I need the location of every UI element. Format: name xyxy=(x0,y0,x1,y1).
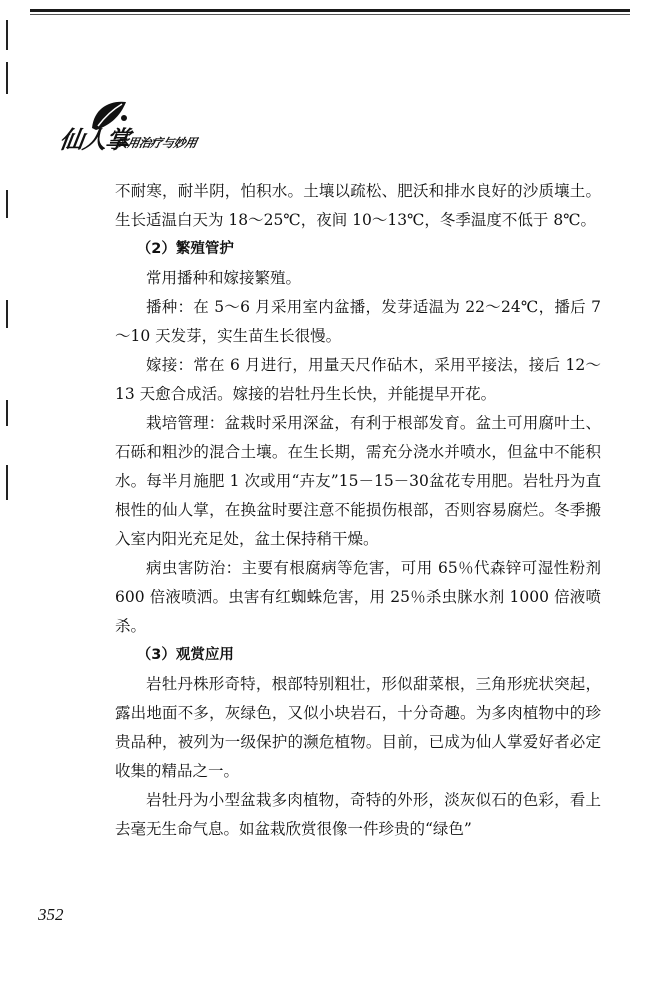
paragraph: 病虫害防治：主要有根腐病等危害，可用 65％代森锌可湿性粉剂 600 倍液喷洒。虫害有红蜘蛛危害，用 25％杀虫脒水剂 1000 倍液喷杀。 xyxy=(115,559,601,635)
top-border-line xyxy=(30,9,630,12)
paragraph: 岩牡丹为小型盆栽多肉植物，奇特的外形，淡灰似石的色彩，看上去毫无生命气息。如盆栽欣赏很像一件珍贵的“绿色” xyxy=(115,791,601,838)
header-title: 仙人掌 xyxy=(57,125,131,154)
paragraph: 嫁接：常在 6 月进行，用量天尺作砧木，采用平接法，接后 12～13 天愈合成活。嫁接的岩牡丹生长快，并能提早开花。 xyxy=(115,356,601,403)
paragraph: 岩牡丹株形奇特，根部特别粗壮，形似甜菜根，三角形疣状突起，露出地面不多，灰绿色，又似小块岩石，十分奇趣。为多肉植物中的珍贵品种，被列为一级保护的濒危植物。目前，已成为仙人掌爱好者必定收集的精品之一。 xyxy=(115,675,601,780)
paragraph: 常用播种和嫁接繁殖。 xyxy=(146,269,302,287)
header-subtitle: 实用治疗与妙用 xyxy=(114,136,198,150)
running-header xyxy=(58,98,228,158)
paragraph: 播种：在 5～6 月采用室内盆播，发芽适温为 22～24℃，播后 7～10 天发芽，实生苗生长很慢。 xyxy=(115,298,601,345)
page-number: 352 xyxy=(38,905,64,924)
page-body xyxy=(115,177,601,844)
section-heading-ornamental-use: （3）观赏应用 xyxy=(136,647,234,663)
section-heading-propagation: （2）繁殖管护 xyxy=(136,241,234,257)
paragraph: 栽培管理：盆栽时采用深盆，有利于根部发育。盆土可用腐叶土、石砾和粗沙的混合土壤。在生长期，需充分浇水并喷水，但盆中不能积水。每半月施肥 1 次或用“卉友”15－15－30盆花专用肥。岩牡丹为直根性的仙人掌，在换盆时要注意不能损伤根部，否则容易腐烂。冬季搬入室内阳光充足处，盆土保持稍干燥。 xyxy=(115,414,601,548)
paragraph-continued: 不耐寒，耐半阴，怕积水。土壤以疏松、肥沃和排水良好的沙质壤土。生长适温白天为 18～25℃，夜间 10～13℃，冬季温度不低于 8℃。 xyxy=(115,182,601,229)
